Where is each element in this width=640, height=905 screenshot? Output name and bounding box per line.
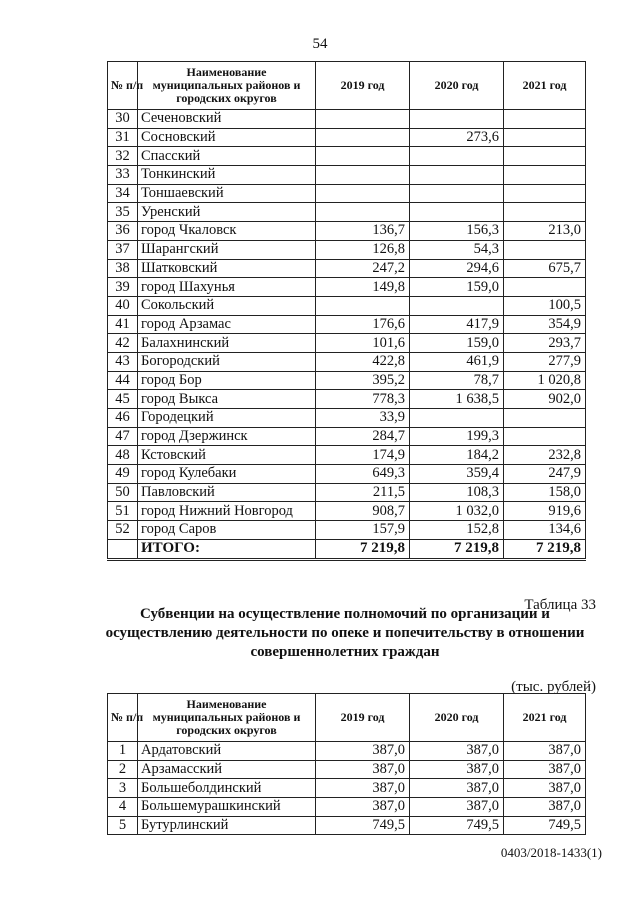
table-row: [108, 760, 586, 779]
municipality-name: Балахнинский: [138, 334, 316, 353]
table-row: [108, 483, 586, 502]
value-2020: [410, 409, 504, 428]
value-2020: [410, 296, 504, 315]
subsidy-table-continued: [107, 61, 586, 561]
value-2020: 387,0: [410, 760, 504, 779]
municipality-name: Городецкий: [138, 409, 316, 428]
row-number: 48: [108, 446, 138, 465]
table-row: [108, 409, 586, 428]
row-number: 5: [108, 816, 138, 835]
table-row: [108, 166, 586, 185]
table-row: [108, 184, 586, 203]
row-number: 4: [108, 798, 138, 817]
municipality-name: Шатковский: [138, 259, 316, 278]
row-number: 40: [108, 296, 138, 315]
value-2019: [316, 147, 410, 166]
header-2019: 2019 год: [316, 694, 410, 742]
value-2020: 387,0: [410, 742, 504, 761]
table-row: [108, 798, 586, 817]
value-2019: [316, 184, 410, 203]
table-label: Таблица 33: [524, 597, 596, 613]
value-2021: 387,0: [504, 779, 586, 798]
row-number: 3: [108, 779, 138, 798]
value-2020: 184,2: [410, 446, 504, 465]
municipality-name: Бутурлинский: [138, 816, 316, 835]
value-2021: 293,7: [504, 334, 586, 353]
value-2020: 387,0: [410, 798, 504, 817]
municipality-name: город Кулебаки: [138, 465, 316, 484]
table-title: Субвенции на осуществление полномочий по организации и осуществлению деятельности по опеке и попечительству в отношении совершеннолетних граждан: [105, 606, 585, 660]
value-2021: [504, 110, 586, 129]
value-2021: [504, 240, 586, 259]
municipality-name: город Шахунья: [138, 278, 316, 297]
header-2020: 2020 год: [410, 62, 504, 110]
municipality-name: Ардатовский: [138, 742, 316, 761]
value-2020: [410, 184, 504, 203]
value-2019: 211,5: [316, 483, 410, 502]
value-2021: [504, 147, 586, 166]
row-number: 47: [108, 427, 138, 446]
value-2020: 156,3: [410, 222, 504, 241]
value-2020: [410, 203, 504, 222]
value-2019: 174,9: [316, 446, 410, 465]
value-2021: 675,7: [504, 259, 586, 278]
value-2019: 149,8: [316, 278, 410, 297]
value-2020: 359,4: [410, 465, 504, 484]
row-number: 39: [108, 278, 138, 297]
value-2019: 33,9: [316, 409, 410, 428]
value-2019: 395,2: [316, 371, 410, 390]
table-row: [108, 203, 586, 222]
value-2020: 152,8: [410, 521, 504, 540]
value-2021: 134,6: [504, 521, 586, 540]
value-2021: [504, 166, 586, 185]
header-2020: 2020 год: [410, 694, 504, 742]
total-2019: 7 219,8: [316, 539, 410, 559]
value-2021: 158,0: [504, 483, 586, 502]
table-row: [108, 278, 586, 297]
value-2019: [316, 296, 410, 315]
table-row: [108, 222, 586, 241]
value-2021: 232,8: [504, 446, 586, 465]
table-row: [108, 315, 586, 334]
row-number: 35: [108, 203, 138, 222]
municipality-name: Кстовский: [138, 446, 316, 465]
value-2021: 387,0: [504, 760, 586, 779]
value-2020: 1 032,0: [410, 502, 504, 521]
value-2019: 908,7: [316, 502, 410, 521]
value-2021: [504, 278, 586, 297]
table-row: [108, 352, 586, 371]
value-2021: [504, 128, 586, 147]
value-2020: 108,3: [410, 483, 504, 502]
header-name: Наименование муниципальных районов и городских округов: [138, 62, 316, 110]
page-number: 54: [312, 36, 328, 52]
municipality-name: Тоншаевский: [138, 184, 316, 203]
municipality-name: Шарангский: [138, 240, 316, 259]
value-2020: 199,3: [410, 427, 504, 446]
row-number: 45: [108, 390, 138, 409]
value-2021: [504, 184, 586, 203]
row-number: 46: [108, 409, 138, 428]
row-number: 34: [108, 184, 138, 203]
row-number: 37: [108, 240, 138, 259]
value-2019: 176,6: [316, 315, 410, 334]
table-row: [108, 427, 586, 446]
table-row: [108, 110, 586, 129]
table-row: [108, 147, 586, 166]
municipality-name: город Нижний Новгород: [138, 502, 316, 521]
table-header-row: [108, 694, 586, 742]
table-row: [108, 128, 586, 147]
total-num-cell: [108, 539, 138, 559]
value-2020: 54,3: [410, 240, 504, 259]
header-2021: 2021 год: [504, 694, 586, 742]
row-number: 43: [108, 352, 138, 371]
row-number: 2: [108, 760, 138, 779]
header-name: Наименование муниципальных районов и городских округов: [138, 694, 316, 742]
value-2021: 354,9: [504, 315, 586, 334]
municipality-name: Арзамасский: [138, 760, 316, 779]
row-number: 38: [108, 259, 138, 278]
value-2020: 417,9: [410, 315, 504, 334]
row-number: 50: [108, 483, 138, 502]
municipality-name: Большемурашкинский: [138, 798, 316, 817]
row-number: 1: [108, 742, 138, 761]
units-label: (тыс. рублей): [511, 679, 596, 695]
value-2019: 101,6: [316, 334, 410, 353]
table-row: [108, 446, 586, 465]
header-2021: 2021 год: [504, 62, 586, 110]
table-row: [108, 240, 586, 259]
value-2020: [410, 166, 504, 185]
value-2020: 159,0: [410, 334, 504, 353]
municipality-name: город Бор: [138, 371, 316, 390]
table-row: [108, 816, 586, 835]
value-2020: 159,0: [410, 278, 504, 297]
value-2020: 273,6: [410, 128, 504, 147]
header-2019: 2019 год: [316, 62, 410, 110]
municipality-name: город Арзамас: [138, 315, 316, 334]
total-2020: 7 219,8: [410, 539, 504, 559]
row-number: 49: [108, 465, 138, 484]
value-2019: 157,9: [316, 521, 410, 540]
value-2021: [504, 203, 586, 222]
municipality-name: Павловский: [138, 483, 316, 502]
value-2021: 919,6: [504, 502, 586, 521]
row-number: 31: [108, 128, 138, 147]
row-number: 44: [108, 371, 138, 390]
table-row: [108, 371, 586, 390]
value-2021: [504, 427, 586, 446]
document-code: 0403/2018-1433(1): [500, 845, 602, 860]
value-2019: [316, 128, 410, 147]
table-row: [108, 334, 586, 353]
value-2021: 1 020,8: [504, 371, 586, 390]
total-label: ИТОГО:: [138, 539, 316, 559]
municipality-name: Богородский: [138, 352, 316, 371]
value-2019: 136,7: [316, 222, 410, 241]
total-row: [108, 539, 586, 559]
total-2021: 7 219,8: [504, 539, 586, 559]
value-2019: 387,0: [316, 798, 410, 817]
municipality-name: Большеболдинский: [138, 779, 316, 798]
value-2020: 1 638,5: [410, 390, 504, 409]
value-2021: 100,5: [504, 296, 586, 315]
row-number: 41: [108, 315, 138, 334]
value-2021: [504, 409, 586, 428]
value-2020: [410, 110, 504, 129]
value-2020: [410, 147, 504, 166]
value-2019: [316, 110, 410, 129]
table-row: [108, 779, 586, 798]
row-number: 32: [108, 147, 138, 166]
row-number: 52: [108, 521, 138, 540]
value-2019: 387,0: [316, 779, 410, 798]
table-header-row: [108, 62, 586, 110]
value-2019: 749,5: [316, 816, 410, 835]
value-2019: [316, 166, 410, 185]
header-num: № п/п: [108, 62, 138, 110]
value-2021: 902,0: [504, 390, 586, 409]
value-2021: 387,0: [504, 798, 586, 817]
municipality-name: Сеченовский: [138, 110, 316, 129]
table-row: [108, 259, 586, 278]
value-2020: 749,5: [410, 816, 504, 835]
value-2020: 461,9: [410, 352, 504, 371]
table-row: [108, 742, 586, 761]
value-2021: 749,5: [504, 816, 586, 835]
table-row: [108, 502, 586, 521]
value-2020: 294,6: [410, 259, 504, 278]
value-2019: 649,3: [316, 465, 410, 484]
value-2019: 387,0: [316, 760, 410, 779]
municipality-name: город Саров: [138, 521, 316, 540]
value-2019: 247,2: [316, 259, 410, 278]
value-2019: 778,3: [316, 390, 410, 409]
value-2021: 213,0: [504, 222, 586, 241]
value-2021: 387,0: [504, 742, 586, 761]
value-2019: 284,7: [316, 427, 410, 446]
value-2019: 387,0: [316, 742, 410, 761]
municipality-name: город Выкса: [138, 390, 316, 409]
value-2019: 126,8: [316, 240, 410, 259]
header-num: № п/п: [108, 694, 138, 742]
table-row: [108, 465, 586, 484]
guardianship-subsidy-table: [107, 693, 586, 835]
row-number: 36: [108, 222, 138, 241]
municipality-name: Спасский: [138, 147, 316, 166]
value-2020: 78,7: [410, 371, 504, 390]
table-row: [108, 521, 586, 540]
value-2021: 277,9: [504, 352, 586, 371]
municipality-name: Сосновский: [138, 128, 316, 147]
table-row: [108, 296, 586, 315]
municipality-name: город Чкаловск: [138, 222, 316, 241]
row-number: 42: [108, 334, 138, 353]
municipality-name: город Дзержинск: [138, 427, 316, 446]
table-row: [108, 390, 586, 409]
municipality-name: Уренский: [138, 203, 316, 222]
value-2019: 422,8: [316, 352, 410, 371]
value-2020: 387,0: [410, 779, 504, 798]
row-number: 51: [108, 502, 138, 521]
value-2021: 247,9: [504, 465, 586, 484]
row-number: 30: [108, 110, 138, 129]
row-number: 33: [108, 166, 138, 185]
value-2019: [316, 203, 410, 222]
municipality-name: Тонкинский: [138, 166, 316, 185]
municipality-name: Сокольский: [138, 296, 316, 315]
